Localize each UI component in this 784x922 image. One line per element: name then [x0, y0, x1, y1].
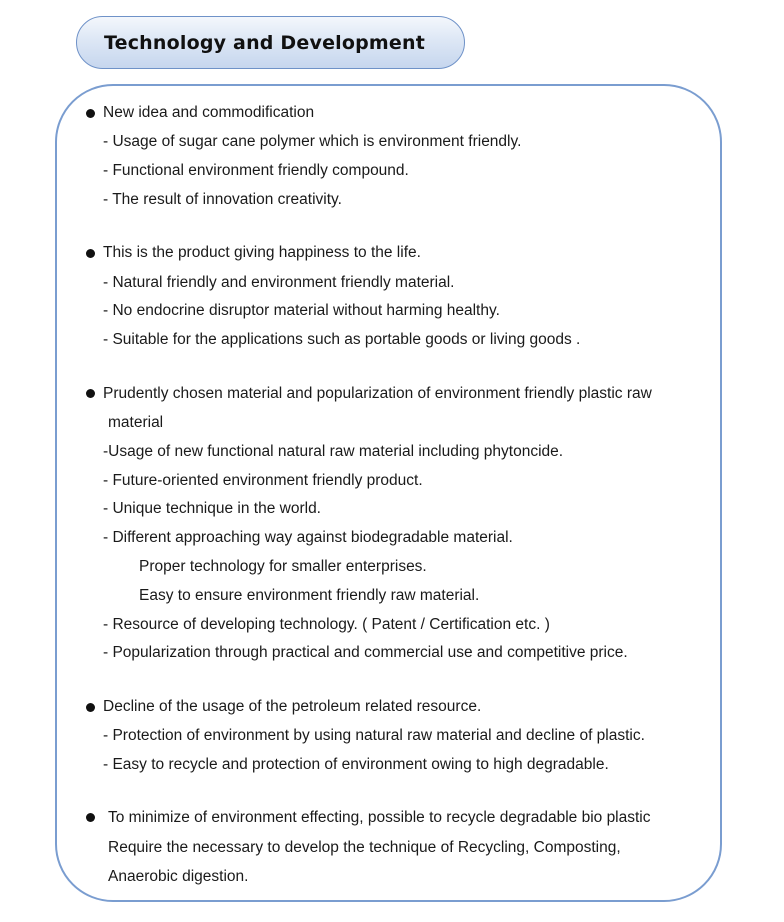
section-heading: Decline of the usage of the petroleum related resource. — [103, 698, 482, 715]
list-item: - Usage of sugar cane polymer which is environment friendly. — [103, 133, 522, 150]
list-item: - Unique technique in the world. — [103, 500, 321, 517]
list-item: - Suitable for the applications such as portable goods or living goods . — [103, 331, 581, 348]
list-subitem: Easy to ensure environment friendly raw material. — [139, 587, 480, 604]
list-item: - Protection of environment by using natural raw material and decline of plastic. — [103, 727, 645, 744]
section-heading: To minimize of environment effecting, possible to recycle degradable bio plastic — [108, 809, 651, 826]
section-heading: Prudently chosen material and popularization of environment friendly plastic raw — [103, 385, 652, 402]
list-item: - Easy to recycle and protection of environment owing to high degradable. — [103, 756, 609, 773]
section-heading: This is the product giving happiness to the life. — [103, 244, 421, 261]
list-item: - Resource of developing technology. ( Patent / Certification etc. ) — [103, 616, 550, 633]
bullet-icon — [86, 249, 95, 258]
section-heading: New idea and commodification — [103, 104, 315, 121]
bullet-icon — [86, 389, 95, 398]
list-item: - Future-oriented environment friendly product. — [103, 472, 423, 489]
section-heading-continued: material — [108, 414, 164, 431]
list-item: -Usage of new functional natural raw material including phytoncide. — [103, 443, 564, 460]
bullet-icon — [86, 813, 95, 822]
bullet-icon — [86, 109, 95, 118]
list-item: - Functional environment friendly compound. — [103, 162, 409, 179]
section-heading-continued: Require the necessary to develop the technique of Recycling, Composting, — [108, 839, 621, 856]
list-item: - The result of innovation creativity. — [103, 191, 342, 208]
bullet-icon — [86, 703, 95, 712]
list-item: - Different approaching way against biodegradable material. — [103, 529, 513, 546]
page-title: Technology and Development — [104, 31, 426, 54]
list-item: - Popularization through practical and commercial use and competitive price. — [103, 644, 628, 661]
list-subitem: Proper technology for smaller enterprises. — [139, 558, 427, 575]
section-heading-continued: Anaerobic digestion. — [108, 868, 249, 885]
list-item: - Natural friendly and environment friendly material. — [103, 274, 455, 291]
list-item: - No endocrine disruptor material without harming healthy. — [103, 302, 500, 319]
